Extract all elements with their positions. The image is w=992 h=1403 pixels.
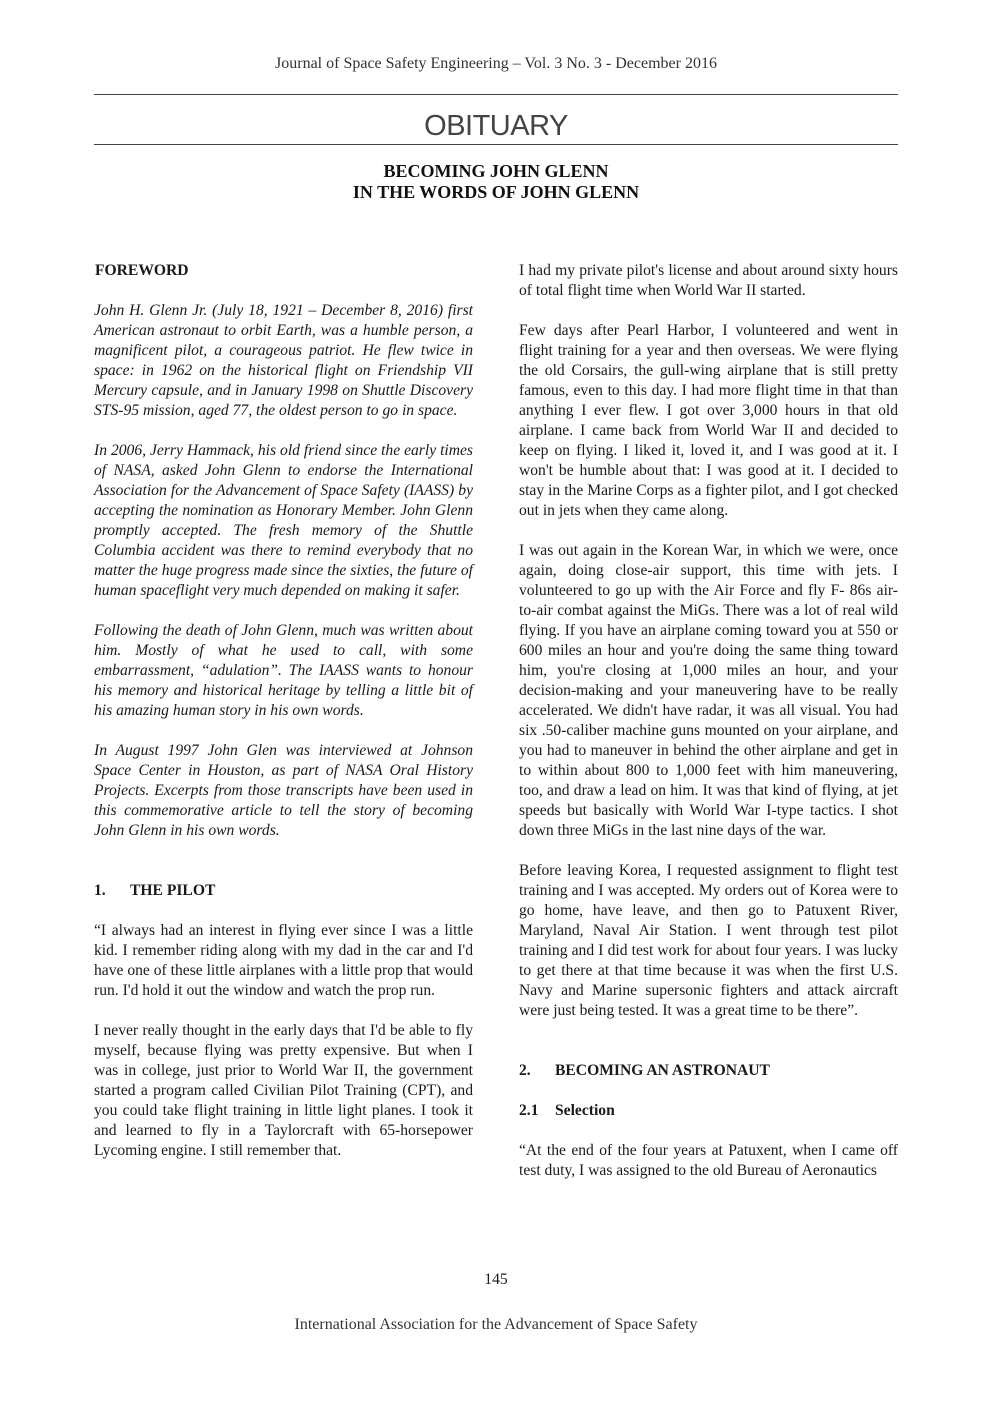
right-column [519, 261, 898, 1201]
foreword-paragraph-2: In 2006, Jerry Hammack, his old friend since the early times of NASA, asked John Glenn to endorse the International Association for the Advancement of Space Safety (IAASS) by accepting the nomination as Honorary Member. John Glenn promptly accepted. The fresh memory of the Shuttle Columbia accident was there to remind everybody that no matter the huge progress made since the sixties, the future of human spaceflight very much depended on making it safer. [94, 442, 473, 599]
section-1-heading [94, 881, 473, 901]
journal-header: Journal of Space Safety Engineering – Vol. 3 No. 3 - December 2016 [275, 55, 717, 72]
article-title [0, 161, 992, 203]
right-paragraph-4: Before leaving Korea, I requested assignment to flight test training and I was accepted. My orders out of Korea were to go home, have leave, and then go to Patuxent River, Maryland, Naval Air Station. I went through test pilot training and I did test work for about four years. I was lucky to get there at that time because it was when the first U.S. Navy and Marine supersonic fighters and attack aircraft were just being tested. It was a great time to be there”. [519, 862, 898, 1019]
right-paragraph-2: Few days after Pearl Harbor, I volunteered and went in flight training for a year and then overseas. We were flying the old Corsairs, the gull-wing airplane that is still pretty famous, even to this day. I had more flight time in that than anything I ever flew. I got over 3,000 hours in that old airplane. I came back from World War II and decided to keep on flying. I liked it, loved it, and I was good at it. I won't be humble about that: I was good at it. I decided to stay in the Marine Corps as a fighter pilot, and I got checked out in jets when they came along. [519, 322, 898, 519]
section-1-number: 1. [94, 882, 106, 899]
right-paragraph-5: “At the end of the four years at Patuxent, when I came off test duty, I was assigned to the old Bureau of Aeronautics [519, 1142, 898, 1179]
subsection-2-1-heading [519, 1101, 898, 1121]
section-label: OBITUARY [424, 110, 568, 142]
foreword-paragraph-4: In August 1997 John Glen was interviewed at Johnson Space Center in Houston, as part of NASA Oral History Projects. Excerpts from those transcripts have been used in this commemorative article to tell the story of becoming John Glenn in his own words. [94, 742, 473, 839]
title-line-1: BECOMING JOHN GLENN [383, 161, 609, 181]
right-paragraph-1: I had my private pilot's license and about around sixty hours of total flight time when World War II started. [519, 262, 898, 299]
section-rule [94, 144, 898, 145]
section-1-paragraph-2: I never really thought in the early days that I'd be able to fly myself, because flying was pretty expensive. But when I was in college, just prior to World War II, the government started a program called Civilian Pilot Training (CPT), and you could take flight training in little light planes. I took it and learned to fly in a Taylorcraft with 65-horsepower Lycoming engine. I still remember that. [94, 1022, 473, 1159]
page-number: 145 [484, 1271, 508, 1288]
title-line-2: IN THE WORDS OF JOHN GLENN [352, 182, 640, 202]
section-2-title: BECOMING AN ASTRONAUT [555, 1062, 770, 1079]
subsection-2-1-number: 2.1 [519, 1102, 539, 1119]
foreword-paragraph-3: Following the death of John Glenn, much was written about him. Mostly of what he used to call, with some embarrassment, “adulation”. The IAASS wants to honour his memory and historical heritage by telling a little bit of his amazing human story in his own words. [94, 622, 473, 719]
left-column [94, 261, 473, 1181]
foreword-heading: FOREWORD [95, 262, 189, 279]
subsection-2-1-title: Selection [555, 1102, 615, 1119]
right-paragraph-3: I was out again in the Korean War, in which we were, once again, doing close-air support, this time with jets. I volunteered to go up with the Air Force and fly F- 86s air-to-air combat against the MiGs. There was a lot of real wild flying. If you have an airplane coming toward you at 550 or 600 miles an hour and you're doing the same thing toward him, you're closing at 1,000 miles an hour, and your decision-making and your maneuvering have to be really accelerated. We didn't have radar, it was all visual. You had six .50-caliber machine guns mounted on your airplane, and you had to maneuver in behind the other airplane and get in to within about 800 to 1,000 feet with him maneuvering, too, and draw a lead on him. It was that kind of flying, at jet speeds but basically with World War I-type tactics. I shot down three MiGs in the last nine days of the war. [519, 542, 898, 839]
foreword-paragraph-1: John H. Glenn Jr. (July 18, 1921 – December 8, 2016) first American astronaut to orbit Earth, was a humble person, a magnificent pilot, a courageous patriot. He flew twice in space: in 1962 on the historical flight on Friendship VII Mercury capsule, and in January 1998 on Shuttle Discovery STS-95 mission, aged 77, the oldest person to go in space. [94, 302, 473, 419]
footer: International Association for the Advancement of Space Safety [294, 1316, 698, 1333]
section-2-heading [519, 1061, 898, 1081]
section-1-title: THE PILOT [130, 882, 216, 899]
header-rule [94, 94, 898, 95]
section-1-paragraph-1: “I always had an interest in flying ever since I was a little kid. I remember riding along with my dad in the car and I'd have one of these little airplanes with a little prop that would run. I'd hold it out the window and watch the prop run. [94, 922, 473, 999]
section-2-number: 2. [519, 1062, 531, 1079]
